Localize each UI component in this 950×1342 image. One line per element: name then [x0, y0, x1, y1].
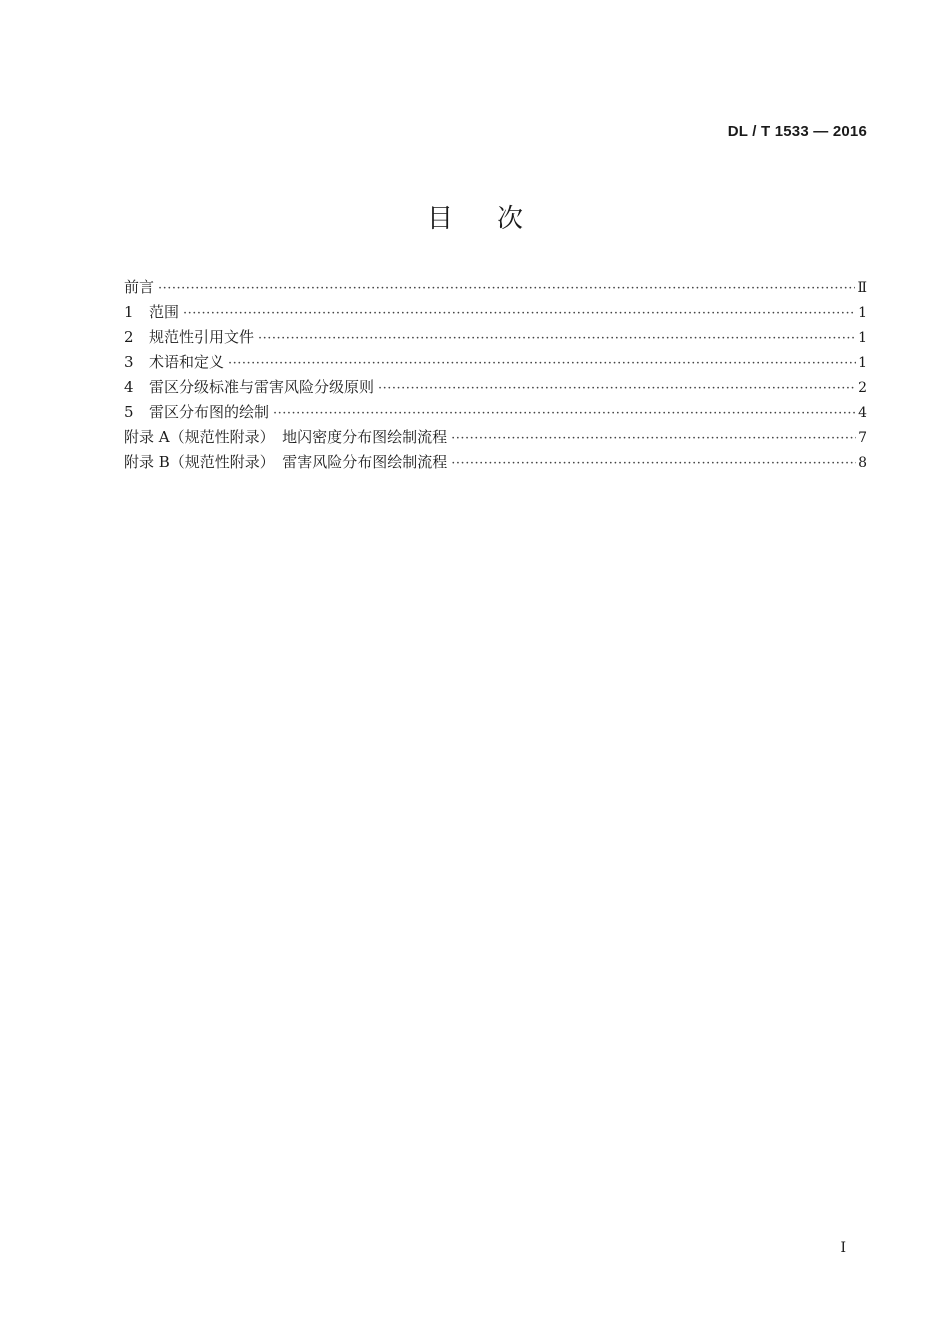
toc-entry-scope[interactable] [124, 301, 867, 326]
toc-entry-label: 附录 B（规范性附录） 雷害风险分布图绘制流程 [124, 453, 448, 471]
page-title: 目次 [426, 204, 567, 234]
toc-leader-dots [451, 456, 856, 471]
toc-entry-number: 3 [124, 353, 134, 371]
toc-leader-dots [158, 281, 855, 296]
table-of-contents [124, 276, 867, 476]
toc-leader-dots [378, 381, 856, 396]
toc-leader-dots [451, 431, 856, 446]
toc-entry-foreword[interactable] [124, 276, 867, 301]
toc-leader-dots [228, 356, 856, 371]
toc-leader-dots [258, 331, 856, 346]
toc-entry-number: 1 [124, 303, 134, 321]
toc-entry-normative-references[interactable] [124, 326, 867, 351]
toc-page-number: 2 [858, 380, 867, 396]
toc-entry-label: 4 雷区分级标准与雷害风险分级原则 [124, 378, 375, 396]
toc-entry-label: 前言 [124, 278, 155, 296]
toc-entry-label: 附录 A（规范性附录） 地闪密度分布图绘制流程 [124, 428, 448, 446]
toc-entry-terms-definitions[interactable] [124, 351, 867, 376]
toc-entry-map-drawing[interactable] [124, 401, 867, 426]
toc-page-number: 8 [858, 455, 867, 471]
toc-page-number: 1 [858, 355, 867, 371]
toc-entry-label: 1 范围 [124, 303, 180, 321]
toc-entry-number: 4 [124, 378, 134, 396]
toc-page-number: 7 [858, 430, 867, 446]
toc-entry-number: 5 [124, 403, 134, 421]
page-folio: I [840, 1240, 846, 1256]
toc-entry-label: 5 雷区分布图的绘制 [124, 403, 270, 421]
toc-entry-appendix-a[interactable] [124, 426, 867, 451]
toc-entry-number: 2 [124, 328, 134, 346]
toc-leader-dots [273, 406, 856, 421]
toc-entry-label: 2 规范性引用文件 [124, 328, 255, 346]
toc-entry-grading-standard[interactable] [124, 376, 867, 401]
toc-page-number: 4 [858, 405, 867, 421]
toc-entry-label: 3 术语和定义 [124, 353, 225, 371]
toc-page-number: 1 [858, 330, 867, 346]
toc-page-number: Ⅱ [857, 280, 867, 296]
toc-leader-dots [183, 306, 856, 321]
standard-code: DL / T 1533 — 2016 [727, 123, 867, 140]
toc-page-number: 1 [858, 305, 867, 321]
toc-entry-appendix-b[interactable] [124, 451, 867, 476]
